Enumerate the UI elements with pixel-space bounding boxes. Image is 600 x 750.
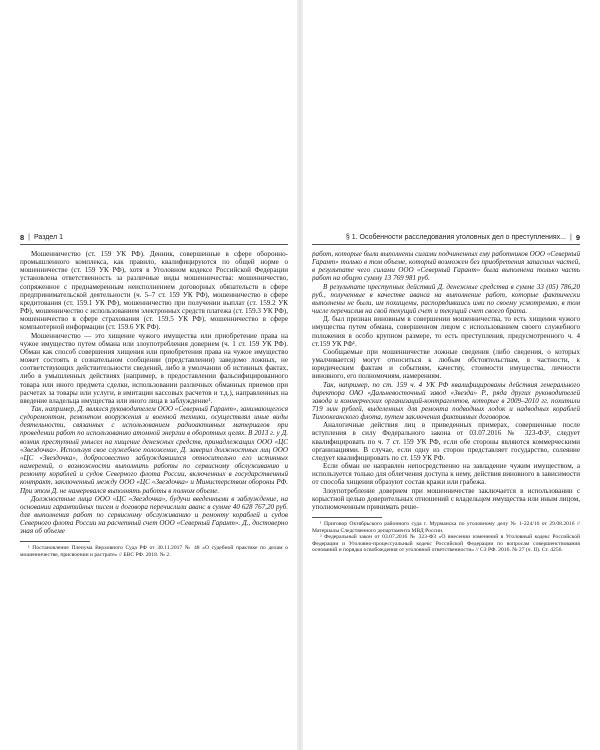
paragraph: Аналогичные действия лиц в приведенных примерах, совершенные после вступления в силу Федерального закона от 03.07.2016 № 323-ФЗ², следует квалифицировать по ч. 7 ст. 159 УК РФ, если обе стороны являются коммерческими организациями. В случае, если одну из сторон представляет государство, солеяние следует квалифицировать по ст. 159 УК РФ. [312, 421, 580, 462]
right-page-header [312, 233, 580, 245]
paragraph-example: В результате преступных действий Д. денежные средства в сумме 33 (05) 786,20 руб., полученные в качестве аванса на выполнение работ, которые фактически выполнены не были, им похищены, распорядившись ими по своему усмотрению, в том числе перечислив на свой текущий счет и текущий счет своего брата. [312, 282, 580, 316]
section-title: Раздел 1 [34, 234, 63, 241]
footnote-rule [20, 541, 90, 542]
paragraph: Мошенничество (ст. 159 УК РФ). Денник, совершенные в сфере оборонно-промышленного комплекса, как правило, квалифицируются по общей норме о мошенничестве (ст. 159 УК РФ), хотя в Уголовном кодексе Российской Федерации установлена ответственность за различные виды мошенничества: мошенничество, сопряженное с преднамеренным неисполнением договорных обязательств в сфере предпринимательской деятельности (ч. 5–7 ст. 159 УК РФ), мошенничество в сфере кредитования (ст. 159.1 УК РФ), мошенничество при получении выплат (ст. 159.2 УК РФ), мошенничество с использованием электронных средств платежа (ст. 159.3 УК РФ), мошенничество в сфере страхования (ст. 159.5 УК РФ), мошенничество в сфере компьютерной информации (ст. 159.6 УК РФ). [20, 250, 288, 332]
paragraph-example: Так, например, по ст. 159 ч. 4 УК РФ квалифицированы действия генерального директора ОАО «Дальневосточный завод «Звезда» Р., ряда других руководителей завода и коммерческих организаций-контрагентов, которые в 2009–2010 гг. похитили 719 млн рублей, выделенных для ремонта подводных лодок и надводных кораблей Тихоокеанского флота, путем заключения фиктивных договоров. [312, 380, 580, 422]
footnote: ² Федеральный закон от 03.07.2016 № 323-ФЗ «О внесении изменений в Уголовный кодекс Российской Федерации и Уголовно-процессуальный кодекс Российской Федерации по вопросам совершенствования оснований и порядка освобождения от уголовной ответственности» // СЗ РФ. 2016. № 27 (ч. II). Ст. 4256. [312, 534, 580, 554]
right-page [312, 233, 580, 733]
left-page-header [20, 233, 288, 245]
footnote-rule [312, 517, 382, 518]
paragraph: Злоупотребление доверием при мошенничестве заключается в использовании с корыстной целью доверительных отношений с владельцем имущества или иным лицом, уполномоченным принимать реше- [312, 486, 580, 511]
paragraph-example: работ, которые были выполнены силами подчиненных ему работников ООО «Северный Гарант» только в том объеме, который возможен без приобретения запасных частей, в результате чего силами ООО «Северный Гарант» была выполнена только часть работ на общую сумму 13 769 981 руб. [312, 250, 580, 283]
running-title: § 1. Особенности расследования уголовных дел о преступлениях... [345, 234, 566, 241]
paragraph-example: Должностные лица ООО «ЦС «Звездочка», будучи введенными в заблуждение, на основании гарантийных писем и договора перечислили аванс в сумме 40 628 767,20 руб. для выполнения работ по сервисному обслуживанию и ремонту кораблей и судов Северного флота России на расчетный счет ООО «Северный Гарант». Д., достоверно зная об объеме [20, 494, 288, 536]
book-gutter [297, 0, 303, 750]
paragraph: Мошенничество — это хищение чужого имущества или приобретение права на чужое имущество путем обмана или злоупотребления доверием (ч. 1 ст. 159 УК РФ). Обман как способ совершения хищения или приобретения права на чужое имущество может состоять в сознательном сообщении (представлении) заведомо ложных, не соответствующих действительности сведений, либо в умолчании об истинных фактах, либо в умышленных действиях (например, в предоставлении фальсифицированного товара или иного предмета сделки, использовании различных обманных приемов при расчетах за товары или услуги, в имитации кассовых расчетов и т.д.), направленных на введение владельца имущества или иного лица в заблуждение¹. [20, 331, 288, 405]
right-page-body [312, 250, 580, 511]
paragraph: Сообщаемые при мошенничестве ложные сведения (либо сведения, о которых умалчивается) могут относиться к любым обстоятельствам, в частности, к юридическим фактам и событиям, качеству, стоимости имущества, личности виновного, его полномочиям, намерениям. [312, 347, 580, 381]
header-separator: | [28, 234, 30, 241]
header-separator: | [570, 234, 572, 241]
paragraph: Д. был признан виновным в совершении мошенничества, то есть хищения чужого имущества путем обмана, совершенном лицом с использованием своего служебного положения в особо крупном размере, то есть преступления, предусмотренного ч. 4 ст.159 УК РФ¹. [312, 315, 580, 348]
left-page-number: 8 [20, 233, 25, 242]
footnote: ¹ Приговор Октябрьского районного суда г. Мурманска по уголовному делу № 1-224/16 от 29.08.2016 // Материалы Следственного департамента МВД России. [312, 521, 580, 534]
paragraph: Если обман не направлен непосредственно на завладение чужим имуществом, а используется только для облегчения доступа к нему, действия виновного в зависимости от способа хищения образуют состав кражи или грабежа. [312, 462, 580, 487]
left-page-body [20, 250, 288, 535]
paragraph-example: Так, например, Д. являлся руководителем ООО «Северный Гарант», занимающегося судоремонтом, ремонтом вооружения и военной техники, осуществлял иные виды деятельности, связанных с использованием радиоактивных материалов при проведении работ по использованию атомной энергии в оборотных целях. В 2013 г. у Д. возник преступный умысел на хищение денежных средств, принадлежащих ООО «ЦС «Звездочка». Используя свое служебное положение, Д. заверил должностных лиц ООО «ЦС «Звездочка», добросовестно заблуждавшихся относительно его истинных намерений, о возможности выполнить работы по сервисному обслуживанию и ремонту кораблей и судов Северного флота России, включенных в государственный контракт, заключенный между ООО «ЦС «Звездочка» и Министерством обороны РФ. При этом Д. не намеревался выполнять работы в полном объеме. [20, 404, 288, 495]
footnote: ¹ Постановление Пленума Верховного Суда РФ от 30.11.2017 № 48 «О судебной практике по делам о мошенничестве, присвоении и растрате» // БВС РФ. 2018. № 2. [20, 545, 288, 559]
right-page-number: 9 [575, 233, 580, 242]
left-page [20, 233, 288, 733]
